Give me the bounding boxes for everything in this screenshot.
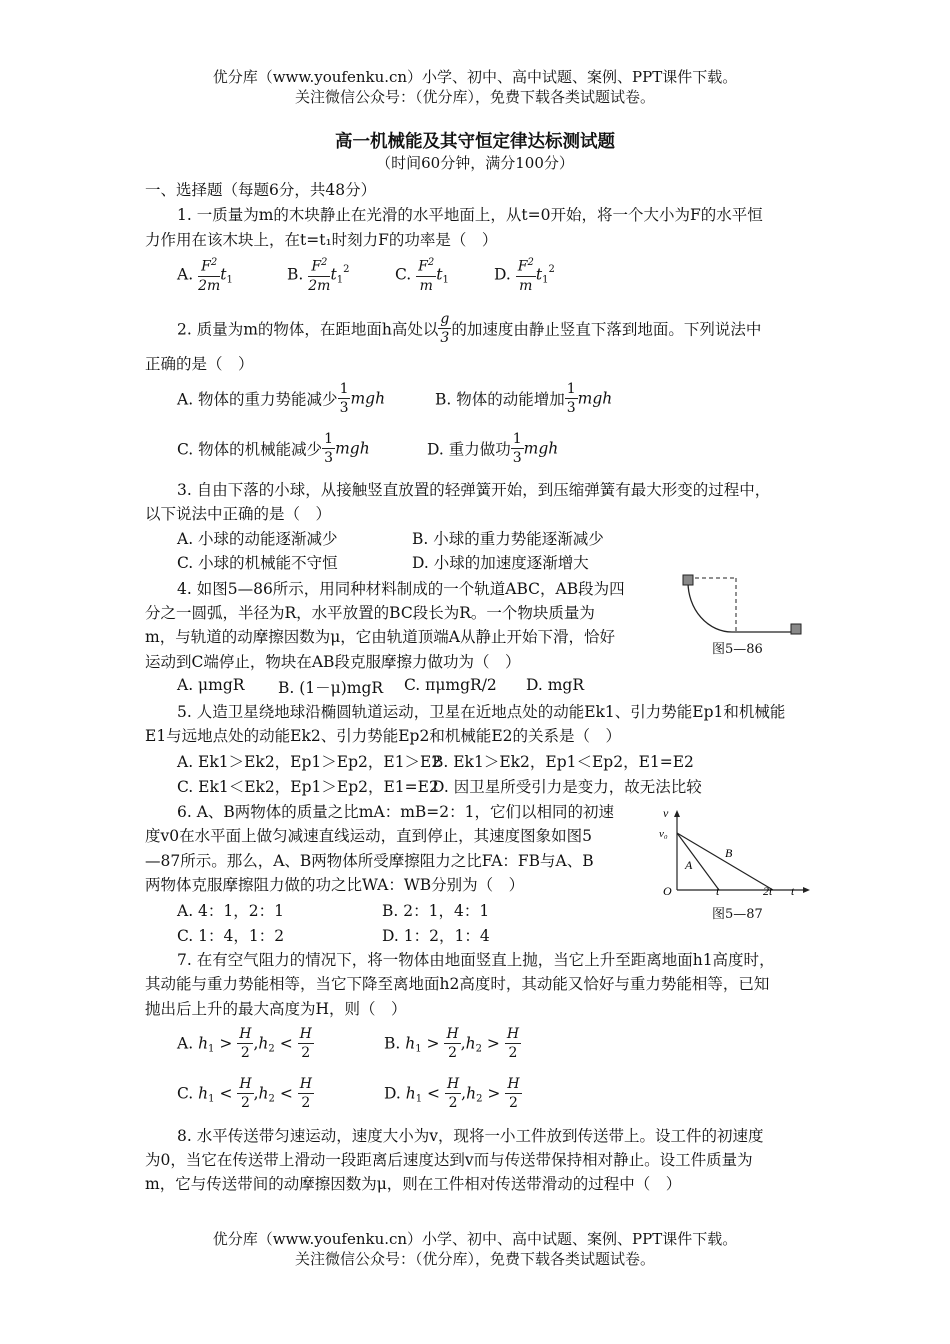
q7-option-b: B. $h_1$ > $\frac{H}{2}$ $,h_2$ > $\frac{H}{2}$ xyxy=(384,1026,520,1061)
q6-option-d: D. 1：2，1：4 xyxy=(382,927,490,945)
graph-label-t: t xyxy=(716,884,720,898)
section-heading: 一、选择题（每题6分，共48分） xyxy=(145,181,377,199)
graph-label-t-axis: t xyxy=(791,884,795,898)
block-at-c xyxy=(791,624,801,634)
q4-option-b: B. (1－μ)mgR xyxy=(278,679,384,697)
q7-option-d: D. $h_1$ < $\frac{H}{2}$ $,h_2$ > $\frac{H}{2}$ xyxy=(384,1076,520,1111)
q4-line-1: 4. 如图5—86所示，用同种材料制成的一个轨道ABC，AB段为四 xyxy=(177,580,625,598)
q4-line-2: 分之一圆弧，半径为R，水平放置的BC段长为R。一个物块质量为 xyxy=(145,604,595,622)
q7-option-a: A. $h_1$ > $\frac{H}{2}$ $,h_2$ < $\frac{H}{2}$ xyxy=(177,1026,312,1061)
q4-option-d: D. mgR xyxy=(526,676,585,694)
q4-line-4: 运动到C端停止，物块在AB段克服摩擦力做功为（ ） xyxy=(145,653,521,671)
q1-option-b: B. $\frac{F^2}{2m}$ $t_1^2$ xyxy=(287,254,349,295)
q2-option-a: A. 物体的重力势能减少 $\frac{1}{3}$ mgh xyxy=(177,381,386,416)
q6-line-3: —87所示。那么，A、B两物体所受摩擦阻力之比FA：FB与A、B xyxy=(145,852,594,870)
v-axis-arrow-icon xyxy=(674,810,680,817)
q2-option-c: C. 物体的机械能减少 $\frac{1}{3}$ mgh xyxy=(177,431,370,466)
figure-5-86 xyxy=(672,572,812,642)
q3-option-d: D. 小球的加速度逐渐增大 xyxy=(412,554,589,572)
q5-option-d: D. 因卫星所受引力是变力，故无法比较 xyxy=(432,778,702,796)
q3-line-2: 以下说法中正确的是（ ） xyxy=(145,505,332,523)
q5-option-b: B. Ek1＞Ek2，Ep1＜Ep2，E1=E2 xyxy=(432,753,694,771)
q1-option-d: D. $\frac{F^2}{m}$ $t_1^2$ xyxy=(494,254,555,295)
footer-line-1: 优分库（www.youfenku.cn）小学、初中、高中试题、案例、PPT课件下载。 xyxy=(212,1230,738,1248)
t-axis-arrow-icon xyxy=(803,887,810,893)
q1-option-a: A. $\frac{F^2}{2m}$ $t_1$ xyxy=(177,254,233,295)
graph-label-2t: 2t xyxy=(763,884,773,898)
q6-option-c: C. 1：4，1：2 xyxy=(177,927,285,945)
q5-option-a: A. Ek1＞Ek2，Ep1＞Ep2，E1＞E2 xyxy=(177,753,442,771)
q6-option-a: A. 4：1，2：1 xyxy=(177,902,284,920)
track-abc xyxy=(688,582,797,632)
figure-5-87 xyxy=(655,805,815,900)
q5-line-1: 5. 人造卫星绕地球沿椭圆轨道运动，卫星在近地点处的动能Ek1、引力势能Ep1和机械能 xyxy=(177,703,786,721)
page-title: 高一机械能及其守恒定律达标测试题 xyxy=(335,132,615,152)
q1-line-1: 1. 一质量为m的木块静止在光滑的水平地面上，从t=0开始，将一个大小为F的水平恒 xyxy=(177,206,763,224)
q1-line-2: 力作用在该木块上，在t=t₁时刻力F的功率是（ ） xyxy=(145,231,498,249)
page-subtitle: （时间60分钟，满分100分） xyxy=(376,154,574,172)
graph-label-b: B xyxy=(725,846,733,860)
q4-option-a: A. μmgR xyxy=(177,676,245,694)
line-a xyxy=(677,833,719,890)
graph-label-origin: O xyxy=(663,884,672,898)
q5-line-2: E1与远地点处的动能Ek2、引力势能Ep2和机械能E2的关系是（ ） xyxy=(145,727,622,745)
q8-line-3: m，它与传送带间的动摩擦因数为μ，则在工件相对传送带滑动的过程中（ ） xyxy=(145,1175,682,1193)
graph-label-a: A xyxy=(685,858,693,872)
q2-line-2: 正确的是（ ） xyxy=(145,355,254,373)
q3-option-c: C. 小球的机械能不守恒 xyxy=(177,554,338,572)
block-at-a xyxy=(683,575,693,585)
q3-option-b: B. 小球的重力势能逐渐减少 xyxy=(412,530,604,548)
header-line-2: 关注微信公众号：（优分库），免费下载各类试题试卷。 xyxy=(294,88,655,106)
footer-line-2: 关注微信公众号：（优分库），免费下载各类试题试卷。 xyxy=(294,1250,655,1268)
q3-option-a: A. 小球的动能逐渐减少 xyxy=(177,530,338,548)
q7-option-c: C. $h_1$ < $\frac{H}{2}$ $,h_2$ < $\frac{H}{2}$ xyxy=(177,1076,312,1111)
q4-line-3: m，与轨道的动摩擦因数为μ，它由轨道顶端A从静止开始下滑，恰好 xyxy=(145,628,615,646)
q2-option-b: B. 物体的动能增加 $\frac{1}{3}$ mgh xyxy=(435,381,613,416)
q6-line-2: 度v0在水平面上做匀减速直线运动，直到停止，其速度图象如图5 xyxy=(145,827,592,845)
q6-option-b: B. 2：1，4：1 xyxy=(382,902,490,920)
q8-line-2: 为0，当它在传送带上滑动一段距离后速度达到v而与传送带保持相对静止。设工件质量为 xyxy=(145,1151,753,1169)
graph-label-v0: v₀ xyxy=(659,828,668,840)
q2-line-1: 2. 质量为m的物体，在距地面h高处以 $\frac{g}{3}$ 的加速度由静止竖直下落到地面。下列说法中 xyxy=(177,311,762,346)
q5-option-c: C. Ek1＜Ek2，Ep1＞Ep2，E1=E2 xyxy=(177,778,439,796)
q3-line-1: 3. 自由下落的小球，从接触竖直放置的轻弹簧开始，到压缩弹簧有最大形变的过程中， xyxy=(177,481,771,499)
q6-line-1: 6. A、B两物体的质量之比mA：mB=2：1，它们以相同的初速 xyxy=(177,803,614,821)
q1-option-c: C. $\frac{F^2}{m}$ $t_1$ xyxy=(395,254,449,295)
q7-line-2: 其动能与重力势能相等，当它下降至离地面h2高度时，其动能又恰好与重力势能相等，已知 xyxy=(145,975,770,993)
q4-option-c: C. πμmgR/2 xyxy=(404,676,497,694)
q2-option-d: D. 重力做功 $\frac{1}{3}$ mgh xyxy=(427,431,559,466)
q7-line-1: 7. 在有空气阻力的情况下，将一物体由地面竖直上抛，当它上升至距离地面h1高度时， xyxy=(177,951,775,969)
q8-line-1: 8. 水平传送带匀速运动，速度大小为v，现将一小工件放到传送带上。设工件的初速度 xyxy=(177,1127,764,1145)
q6-line-4: 两物体克服摩擦阻力做的功之比WA：WB分别为（ ） xyxy=(145,876,525,894)
figure-5-86-caption: 图5—86 xyxy=(712,642,763,657)
q7-line-3: 抛出后上升的最大高度为H，则（ ） xyxy=(145,1000,407,1018)
graph-label-v: v xyxy=(663,806,669,820)
figure-5-87-caption: 图5—87 xyxy=(712,907,763,922)
header-line-1: 优分库（www.youfenku.cn）小学、初中、高中试题、案例、PPT课件下载。 xyxy=(212,68,738,86)
